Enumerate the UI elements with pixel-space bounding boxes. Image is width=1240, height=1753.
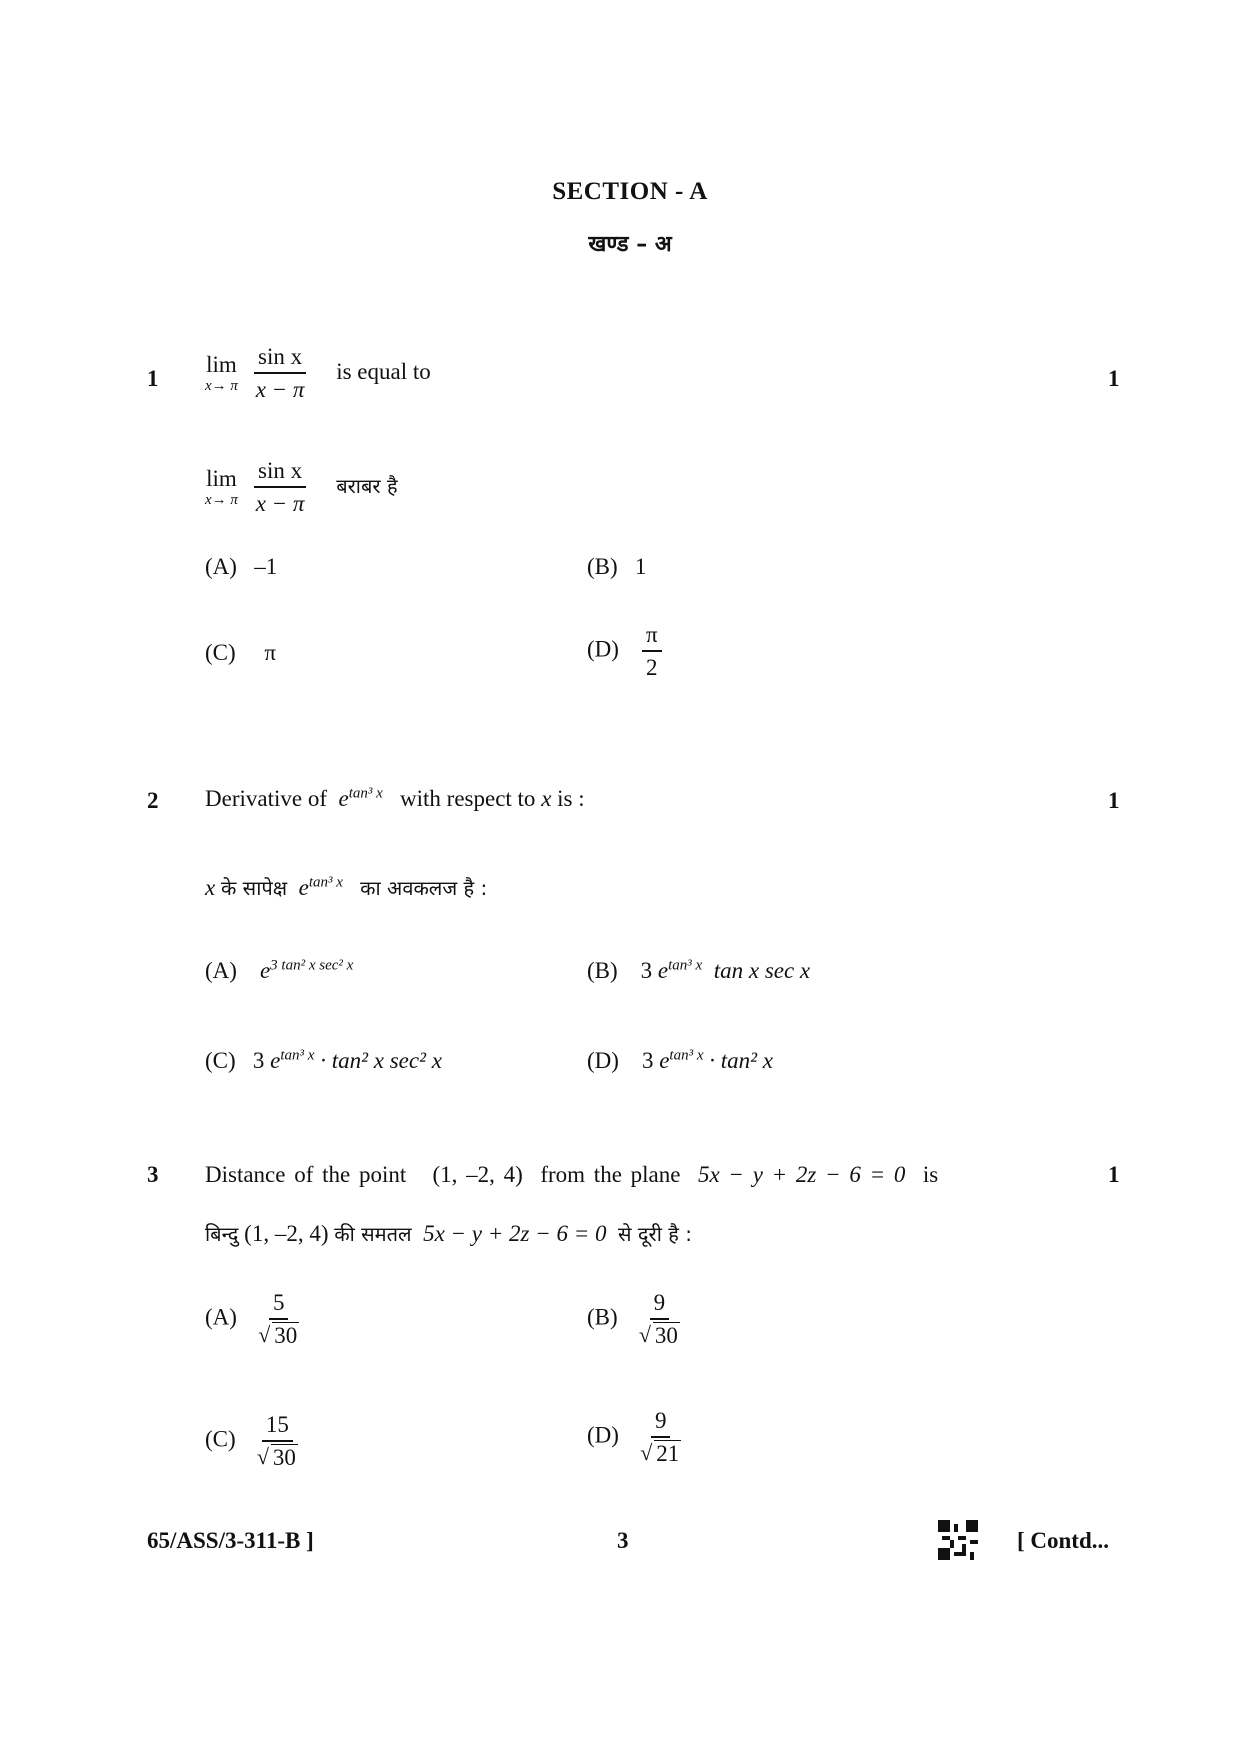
question-1-english: lim x→ π $\frac{\text{sin x}}{x - \pi}$ is equal to: [205, 344, 431, 403]
q2-option-c: (C) 3 $e^{tan^3 x} \cdot \tan^2$ x sec² x: [205, 1047, 442, 1073]
q1-option-a: (A) –1: [205, 554, 278, 579]
section-hindi-title: खण्ड – अ: [588, 232, 672, 257]
question-3-hindi: बिन्दु (1, –2, 4) की समतल 5x − y + 2z − 6 = 0 से दूरी है :: [205, 1221, 692, 1246]
question-1-number: 1: [147, 366, 159, 391]
q1-option-c: (C) π: [205, 640, 277, 665]
section-title: SECTION - A: [552, 178, 708, 205]
page-number: 3: [617, 1528, 629, 1553]
q3-option-a: (A) 5 √ 30: [205, 1290, 298, 1349]
paper-code: 65/ASS/3-311-B ]: [147, 1528, 314, 1553]
question-2-number: 2: [147, 788, 159, 813]
q3-option-d: (D) 9 √ 21: [587, 1408, 680, 1467]
question-1-hindi: lim x→ π $\frac{\text{sin x}}{x - \pi}$ बराबर है: [205, 458, 398, 517]
question-2-marks: 1: [1108, 788, 1120, 813]
question-3-marks: 1: [1108, 1162, 1120, 1187]
limit-fraction: $\frac{\text{sin x}}{x - \pi}$: [255, 344, 305, 403]
question-2-hindi: x के सापेक्ष $e^{tan^3 x}$ का अवकलज है :: [205, 874, 488, 900]
q3-option-c: (C) 15 √ 30: [205, 1412, 296, 1471]
continued-label: [ Contd...: [1017, 1528, 1110, 1553]
limit-expression: lim x→ π: [205, 352, 238, 394]
q1-option-d: (D) $\frac{\pi}{2}$: [587, 622, 662, 681]
question-1-marks: 1: [1108, 366, 1120, 391]
question-2-english: Derivative of $e^{tan^3 x}$ with respect to x is :: [205, 785, 585, 811]
q2-option-d: (D) 3 $e^{tan^3 x} \cdot \tan^2$ x: [587, 1047, 773, 1073]
qr-code-icon: [938, 1520, 978, 1560]
q3-option-b: (B) 9 √ 30: [587, 1290, 678, 1349]
q2-option-b: (B) 3 $e^{tan^3 x}$ tan x sec x: [587, 957, 811, 983]
q2-option-a: (A) $e^{3 tan^2 x sec^2 x}$: [205, 957, 354, 983]
question-3-number: 3: [147, 1162, 159, 1187]
q1-option-b: (B) 1: [587, 554, 647, 579]
question-3-english: Distance of the point (1, –2, 4) from the plane 5x − y + 2z − 6 = 0 is: [205, 1162, 939, 1187]
